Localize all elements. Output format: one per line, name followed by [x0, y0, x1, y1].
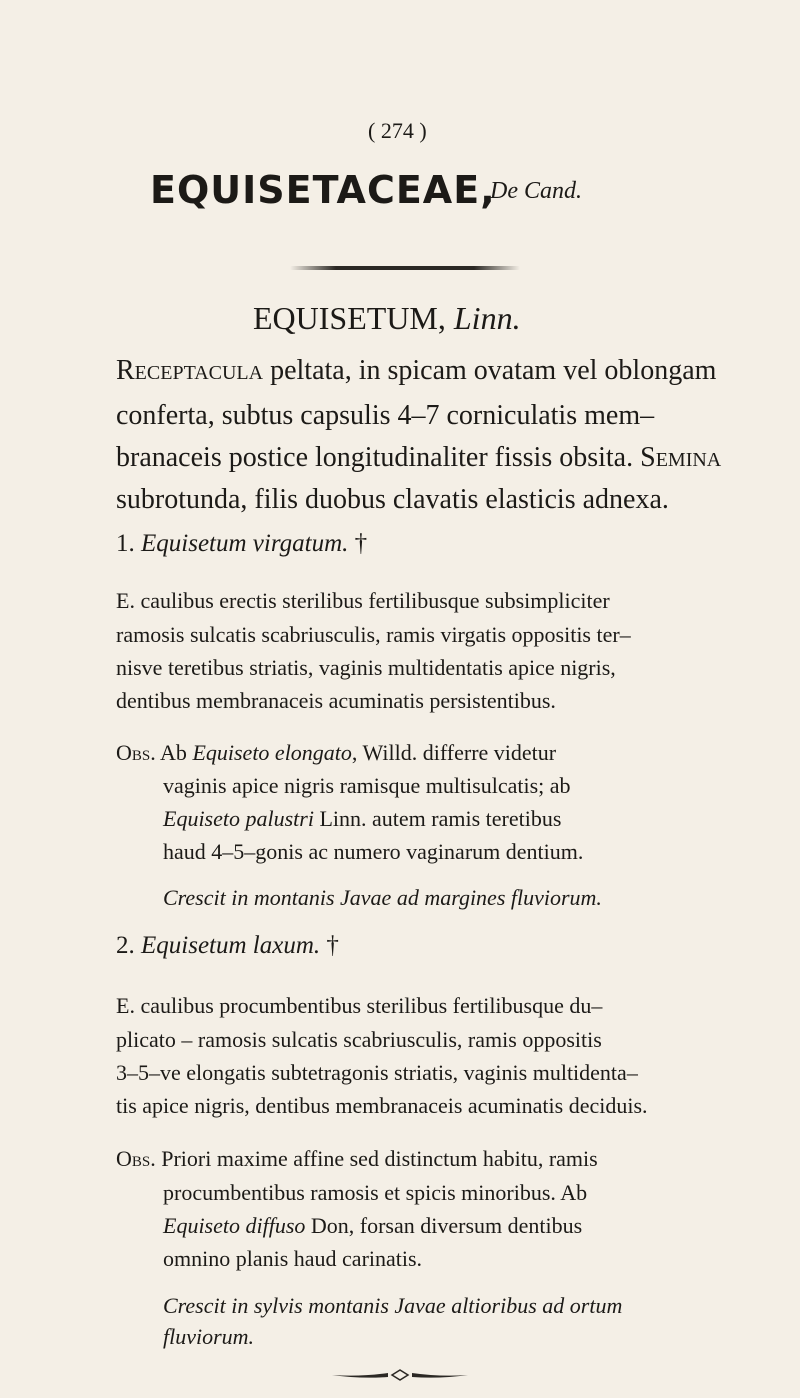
species-2-obs-line [116, 1146, 598, 1172]
text-run: conferta, subtus capsulis 4–7 corniculatis mem– [116, 400, 655, 431]
text-run: , Willd. differre videtur [351, 740, 557, 765]
text-run: † [348, 530, 368, 557]
genus-separator: , [437, 300, 454, 336]
species-2-heading [116, 932, 339, 960]
family-authority: De Cand. [490, 178, 582, 204]
species-1-desc-line: E. caulibus erectis sterilibus fertilibusque subsimpliciter [116, 588, 610, 613]
species-2-habitat-line: fluviorum. [163, 1324, 255, 1349]
species-1-obs-line [163, 773, 571, 799]
species-1-desc-line: ramosis sulcatis scabriusculis, ramis virgatis oppositis ter– [116, 622, 631, 647]
species-2-desc-line: tis apice nigris, dentibus membranaceis acuminatis deciduis. [116, 1093, 648, 1118]
species-1-heading [116, 530, 367, 558]
text-run: haud 4–5–gonis ac numero vaginarum dentium. [163, 839, 584, 864]
italic-text: Equiseto diffuso [163, 1213, 306, 1238]
species-2-obs-line [163, 1246, 422, 1272]
family-separator: , [480, 168, 496, 212]
text-run: 2. [116, 932, 141, 959]
genus-authority: Linn. [453, 300, 521, 336]
text-run: Linn. autem ramis teretibus [313, 806, 562, 831]
species-2-desc-line: E. caulibus procumbentibus sterilibus fertilibusque du– [116, 993, 603, 1018]
species-1-habitat: Crescit in montanis Javae ad margines fluviorum. [163, 885, 602, 910]
text-run: procumbentibus ramosis et spicis minoribus. Ab [163, 1180, 588, 1205]
family-name: EQUISETACEAE [150, 168, 481, 212]
italic-text: Equiseto palustri [163, 806, 314, 831]
genus-desc-line [116, 484, 669, 516]
small-caps-text: Semina [640, 442, 722, 473]
family-heading [150, 168, 496, 212]
species-2-desc-line: 3–5–ve elongatis subtetragonis striatis, vaginis multidenta– [116, 1060, 638, 1085]
text-run: vaginis apice nigris ramisque multisulcatis; ab [163, 773, 571, 798]
text-run: † [320, 932, 339, 959]
species-1-desc-line: nisve teretibus striatis, vaginis multidentatis apice nigris, [116, 655, 616, 680]
italic-text: Equisetum laxum. [141, 932, 321, 959]
genus-name: EQUISETUM [253, 300, 438, 336]
genus-desc-line [116, 400, 654, 432]
species-2-desc-line: plicato – ramosis sulcatis scabriusculis, ramis oppositis [116, 1027, 602, 1052]
small-caps-text: Obs. [116, 1146, 156, 1171]
genus-desc-line [116, 355, 716, 387]
text-run: 1. [116, 530, 141, 557]
text-run: peltata, in spicam ovatam vel oblongam [263, 355, 717, 386]
species-1-desc-line: dentibus membranaceis acuminatis persistentibus. [116, 688, 556, 713]
species-1-obs-line [163, 839, 583, 865]
text-run: omnino planis haud carinatis. [163, 1246, 423, 1271]
species-1-obs-line [163, 806, 561, 832]
heading-rule [290, 266, 520, 270]
species-1-obs-line [116, 740, 556, 766]
species-2-obs-line [163, 1213, 582, 1239]
text-run: Ab [155, 740, 193, 765]
text-run: branaceis postice longitudinaliter fissis obsita. [116, 442, 641, 473]
page-number: ( 274 ) [368, 118, 427, 143]
species-2-habitat-line: Crescit in sylvis montanis Javae altioribus ad ortum [163, 1293, 623, 1318]
small-caps-text: Receptacula [116, 355, 264, 386]
species-2-obs-line [163, 1180, 587, 1206]
genus-heading [253, 300, 521, 337]
text-run: Priori maxime affine sed distinctum habitu, ramis [155, 1146, 598, 1171]
small-caps-text: Obs. [116, 740, 156, 765]
text-run: subrotunda, filis duobus clavatis elasticis adnexa. [116, 484, 669, 515]
genus-desc-line [116, 442, 721, 474]
italic-text: Equisetum virgatum. [141, 530, 349, 557]
italic-text: Equiseto elongato [192, 740, 352, 765]
end-ornament [330, 1368, 470, 1382]
text-run: Don, forsan diversum dentibus [305, 1213, 583, 1238]
